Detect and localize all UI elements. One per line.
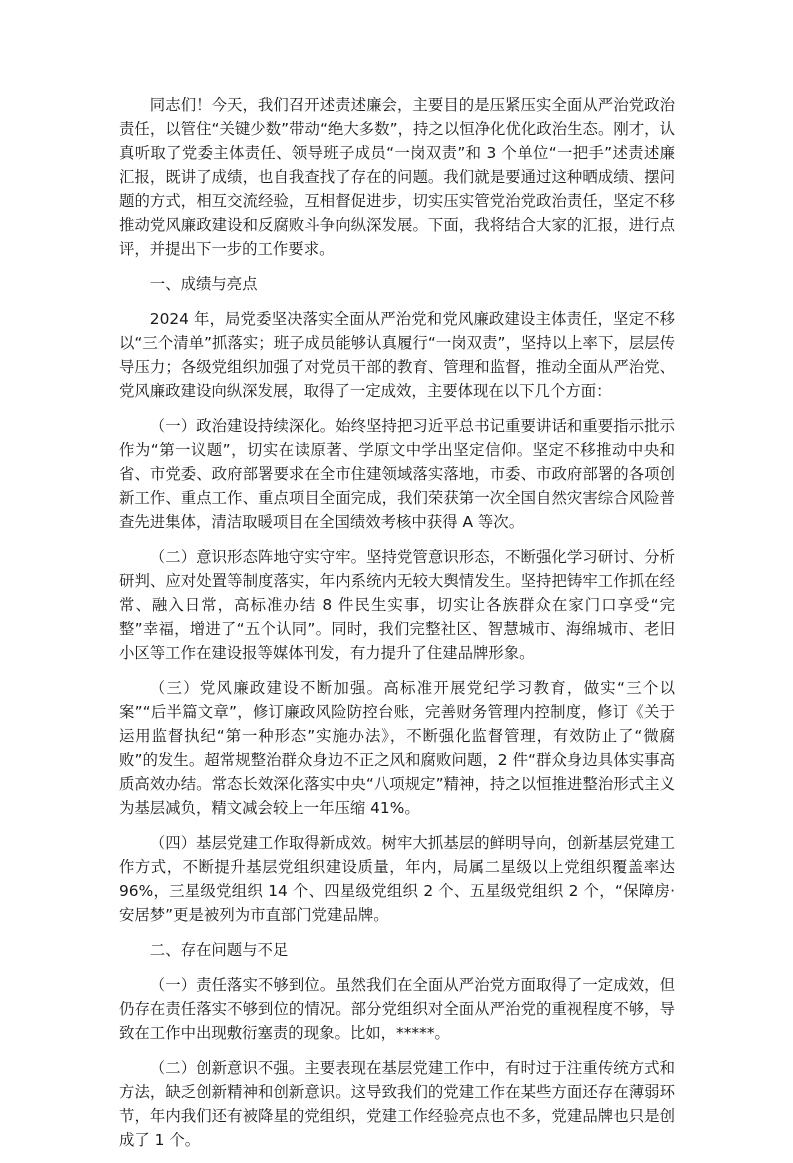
intro-paragraph: 同志们！今天，我们召开述责述廉会，主要目的是压紧压实全面从严治党政治责任，以管住“关键少数”带动“绝大多数”，持之以恒净化优化政治生态。刚才，认真听取了党委主体责任、领导班子成员“一岗双责”和 3 个单位“一把手”述责述廉汇报，既讲了成绩，也自我查找了存在的问题。我们就是要通过这种晒成绩、摆问题的方式，相互交流经验，互相督促进步，切实压实管党治党政治责任，坚定不移推动党风廉政建设和反腐败斗争向纵深发展。下面，我将结合大家的汇报，进行点评，并提出下一步的工作要求。: [119, 96, 675, 258]
achievement-grassroots-paragraph: （四）基层党建工作取得新成效。树牢大抓基层的鲜明导向，创新基层党建工作方式，不断提升基层党组织建设质量，年内，局属二星级以上党组织覆盖率达 96%，三星级党组织 14 个、四星级党组织 2 个、五星级党组织 2 个，“保障房·安居梦”更是被列为市直部门党建品牌。: [119, 834, 675, 924]
section-heading-problems: 二、存在问题与不足: [149, 941, 289, 959]
problem-innovation-paragraph: （二）创新意识不强。主要表现在基层党建工作中，有时过于注重传统方式和方法，缺乏创新精神和创新意识。这导致我们的党建工作在某些方面还存在薄弱环节，年内我们还有被降星的党组织，党建工作经验亮点也不多，党建品牌也只是创成了 1 个。: [119, 1059, 675, 1149]
document-page: [119, 93, 675, 1163]
achievements-intro-paragraph: 2024 年，局党委坚决落实全面从严治党和党风廉政建设主体责任，坚定不移以“三个清单”抓落实；班子成员能够认真履行“一岗双责”，坚持以上率下，层层传导压力；各级党组织加强了对党员干部的教育、管理和监督，推动全面从严治党、党风廉政建设向纵深发展，取得了一定成效，主要体现在以下几个方面：: [119, 310, 675, 400]
achievement-ideology-paragraph: （二）意识形态阵地守实守牢。坚持党管意识形态，不断强化学习研讨、分析研判、应对处置等制度落实，年内系统内无较大舆情发生。坚持把铸牢工作抓在经常、融入日常，高标准办结 8 件民生实事，切实让各族群众在家门口享受“完整”幸福，增进了“五个认同”。同时，我们完整社区、智慧城市、海绵城市、老旧小区等工作在建设报等媒体刊发，有力提升了住建品牌形象。: [119, 548, 675, 662]
section-heading-achievements: 一、成绩与亮点: [149, 275, 258, 293]
achievement-integrity-paragraph: （三）党风廉政建设不断加强。高标准开展党纪学习教育，做实“三个以案”“后半篇文章”，修订廉政风险防控台账，完善财务管理内控制度，修订《关于运用监督执纪“第一种形态”实施办法》，不断强化监督管理，有效防止了“微腐败”的发生。超常规整治群众身边不正之风和腐败问题，2 件“群众身边具体实事高质高效办结。常态长效深化落实中央“八项规定”精神，持之以恒推进整治形式主义为基层减负，精文减会较上一年压缩 41%。: [119, 679, 675, 817]
problem-responsibility-paragraph: （一）责任落实不够到位。虽然我们在全面从严治党方面取得了一定成效，但仍存在责任落实不够到位的情况。部分党组织对全面从严治党的重视程度不够，导致在工作中出现敷衍塞责的现象。比如，*****。: [119, 976, 675, 1042]
achievement-political-paragraph: （一）政治建设持续深化。始终坚持把习近平总书记重要讲话和重要指示批示作为“第一议题”，切实在读原著、学原文中学出坚定信仰。坚定不移推动中央和省、市党委、政府部署要求在全市住建领域落实落地，市委、市政府部署的各项创新工作、重点工作、重点项目全面完成，我们荣获第一次全国自然灾害综合风险普查先进集体，清洁取暖项目在全国绩效考核中获得 A 等次。: [119, 417, 675, 531]
